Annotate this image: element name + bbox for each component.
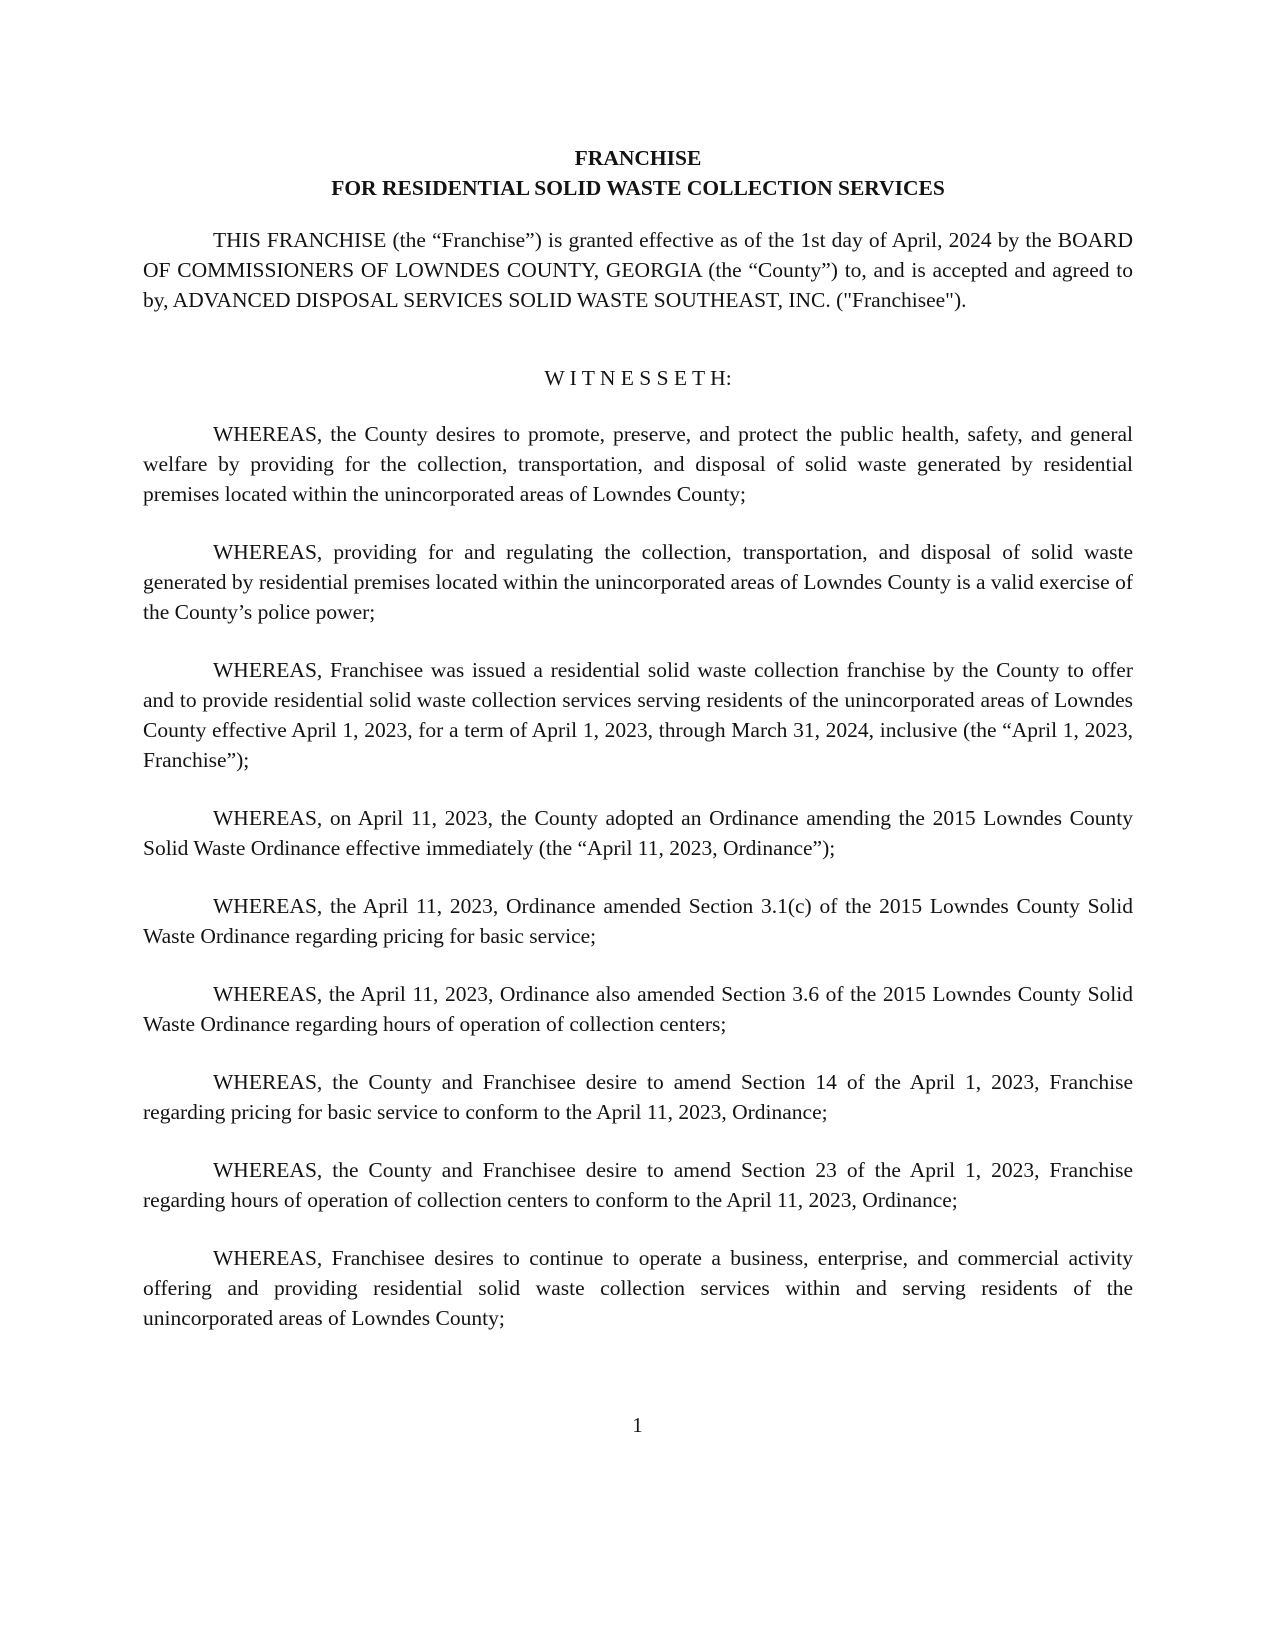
witnesseth-heading: W I T N E S S E T H: (544, 366, 732, 390)
whereas-paragraph-8: WHEREAS, the County and Franchisee desire to amend Section 23 of the April 1, 2023, Franchise regarding hours of operation of collection centers to conform to the April 11, 2023, Ordinance; (143, 1158, 1133, 1212)
page-number: 1 (632, 1413, 643, 1437)
intro-paragraph: THIS FRANCHISE (the “Franchise”) is granted effective as of the 1st day of April, 2024 by the BOARD OF COMMISSIONERS OF LOWNDES COUNTY, GEORGIA (the “County”) to, and is accepted and agreed to by, ADVANCED DISPOSAL SERVICES SOLID WASTE SOUTHEAST, INC. ("Franchisee"). (143, 228, 1133, 312)
whereas-paragraph-5: WHEREAS, the April 11, 2023, Ordinance amended Section 3.1(c) of the 2015 Lowndes County Solid Waste Ordinance regarding pricing for basic service; (143, 894, 1133, 948)
whereas-paragraph-1: WHEREAS, the County desires to promote, preserve, and protect the public health, safety, and general welfare by providing for the collection, transportation, and disposal of solid waste generated by residential premises located within the unincorporated areas of Lowndes County; (143, 422, 1133, 506)
whereas-paragraph-9: WHEREAS, Franchisee desires to continue to operate a business, enterprise, and commercial activity offering and providing residential solid waste collection services within and serving residents of the unincorporated areas of Lowndes County; (143, 1246, 1133, 1330)
whereas-paragraph-6: WHEREAS, the April 11, 2023, Ordinance also amended Section 3.6 of the 2015 Lowndes County Solid Waste Ordinance regarding hours of operation of collection centers; (143, 982, 1133, 1036)
whereas-paragraph-4: WHEREAS, on April 11, 2023, the County adopted an Ordinance amending the 2015 Lowndes County Solid Waste Ordinance effective immediately (the “April 11, 2023, Ordinance”); (143, 806, 1133, 860)
title-line-2: FOR RESIDENTIAL SOLID WASTE COLLECTION SERVICES (331, 176, 945, 200)
whereas-paragraph-2: WHEREAS, providing for and regulating the collection, transportation, and disposal of solid waste generated by residential premises located within the unincorporated areas of Lowndes County is a valid exercise of the County’s police power; (143, 540, 1133, 624)
title-line-1: FRANCHISE (574, 146, 702, 170)
whereas-paragraph-3: WHEREAS, Franchisee was issued a residential solid waste collection franchise by the County to offer and to provide residential solid waste collection services serving residents of the unincorporated areas of Lowndes County effective April 1, 2023, for a term of April 1, 2023, through March 31, 2024, inclusive (the “April 1, 2023, Franchise”); (143, 658, 1133, 772)
document-body (143, 225, 1133, 1333)
whereas-paragraph-7: WHEREAS, the County and Franchisee desire to amend Section 14 of the April 1, 2023, Franchise regarding pricing for basic service to conform to the April 11, 2023, Ordinance; (143, 1070, 1133, 1124)
document-title (143, 143, 1133, 203)
